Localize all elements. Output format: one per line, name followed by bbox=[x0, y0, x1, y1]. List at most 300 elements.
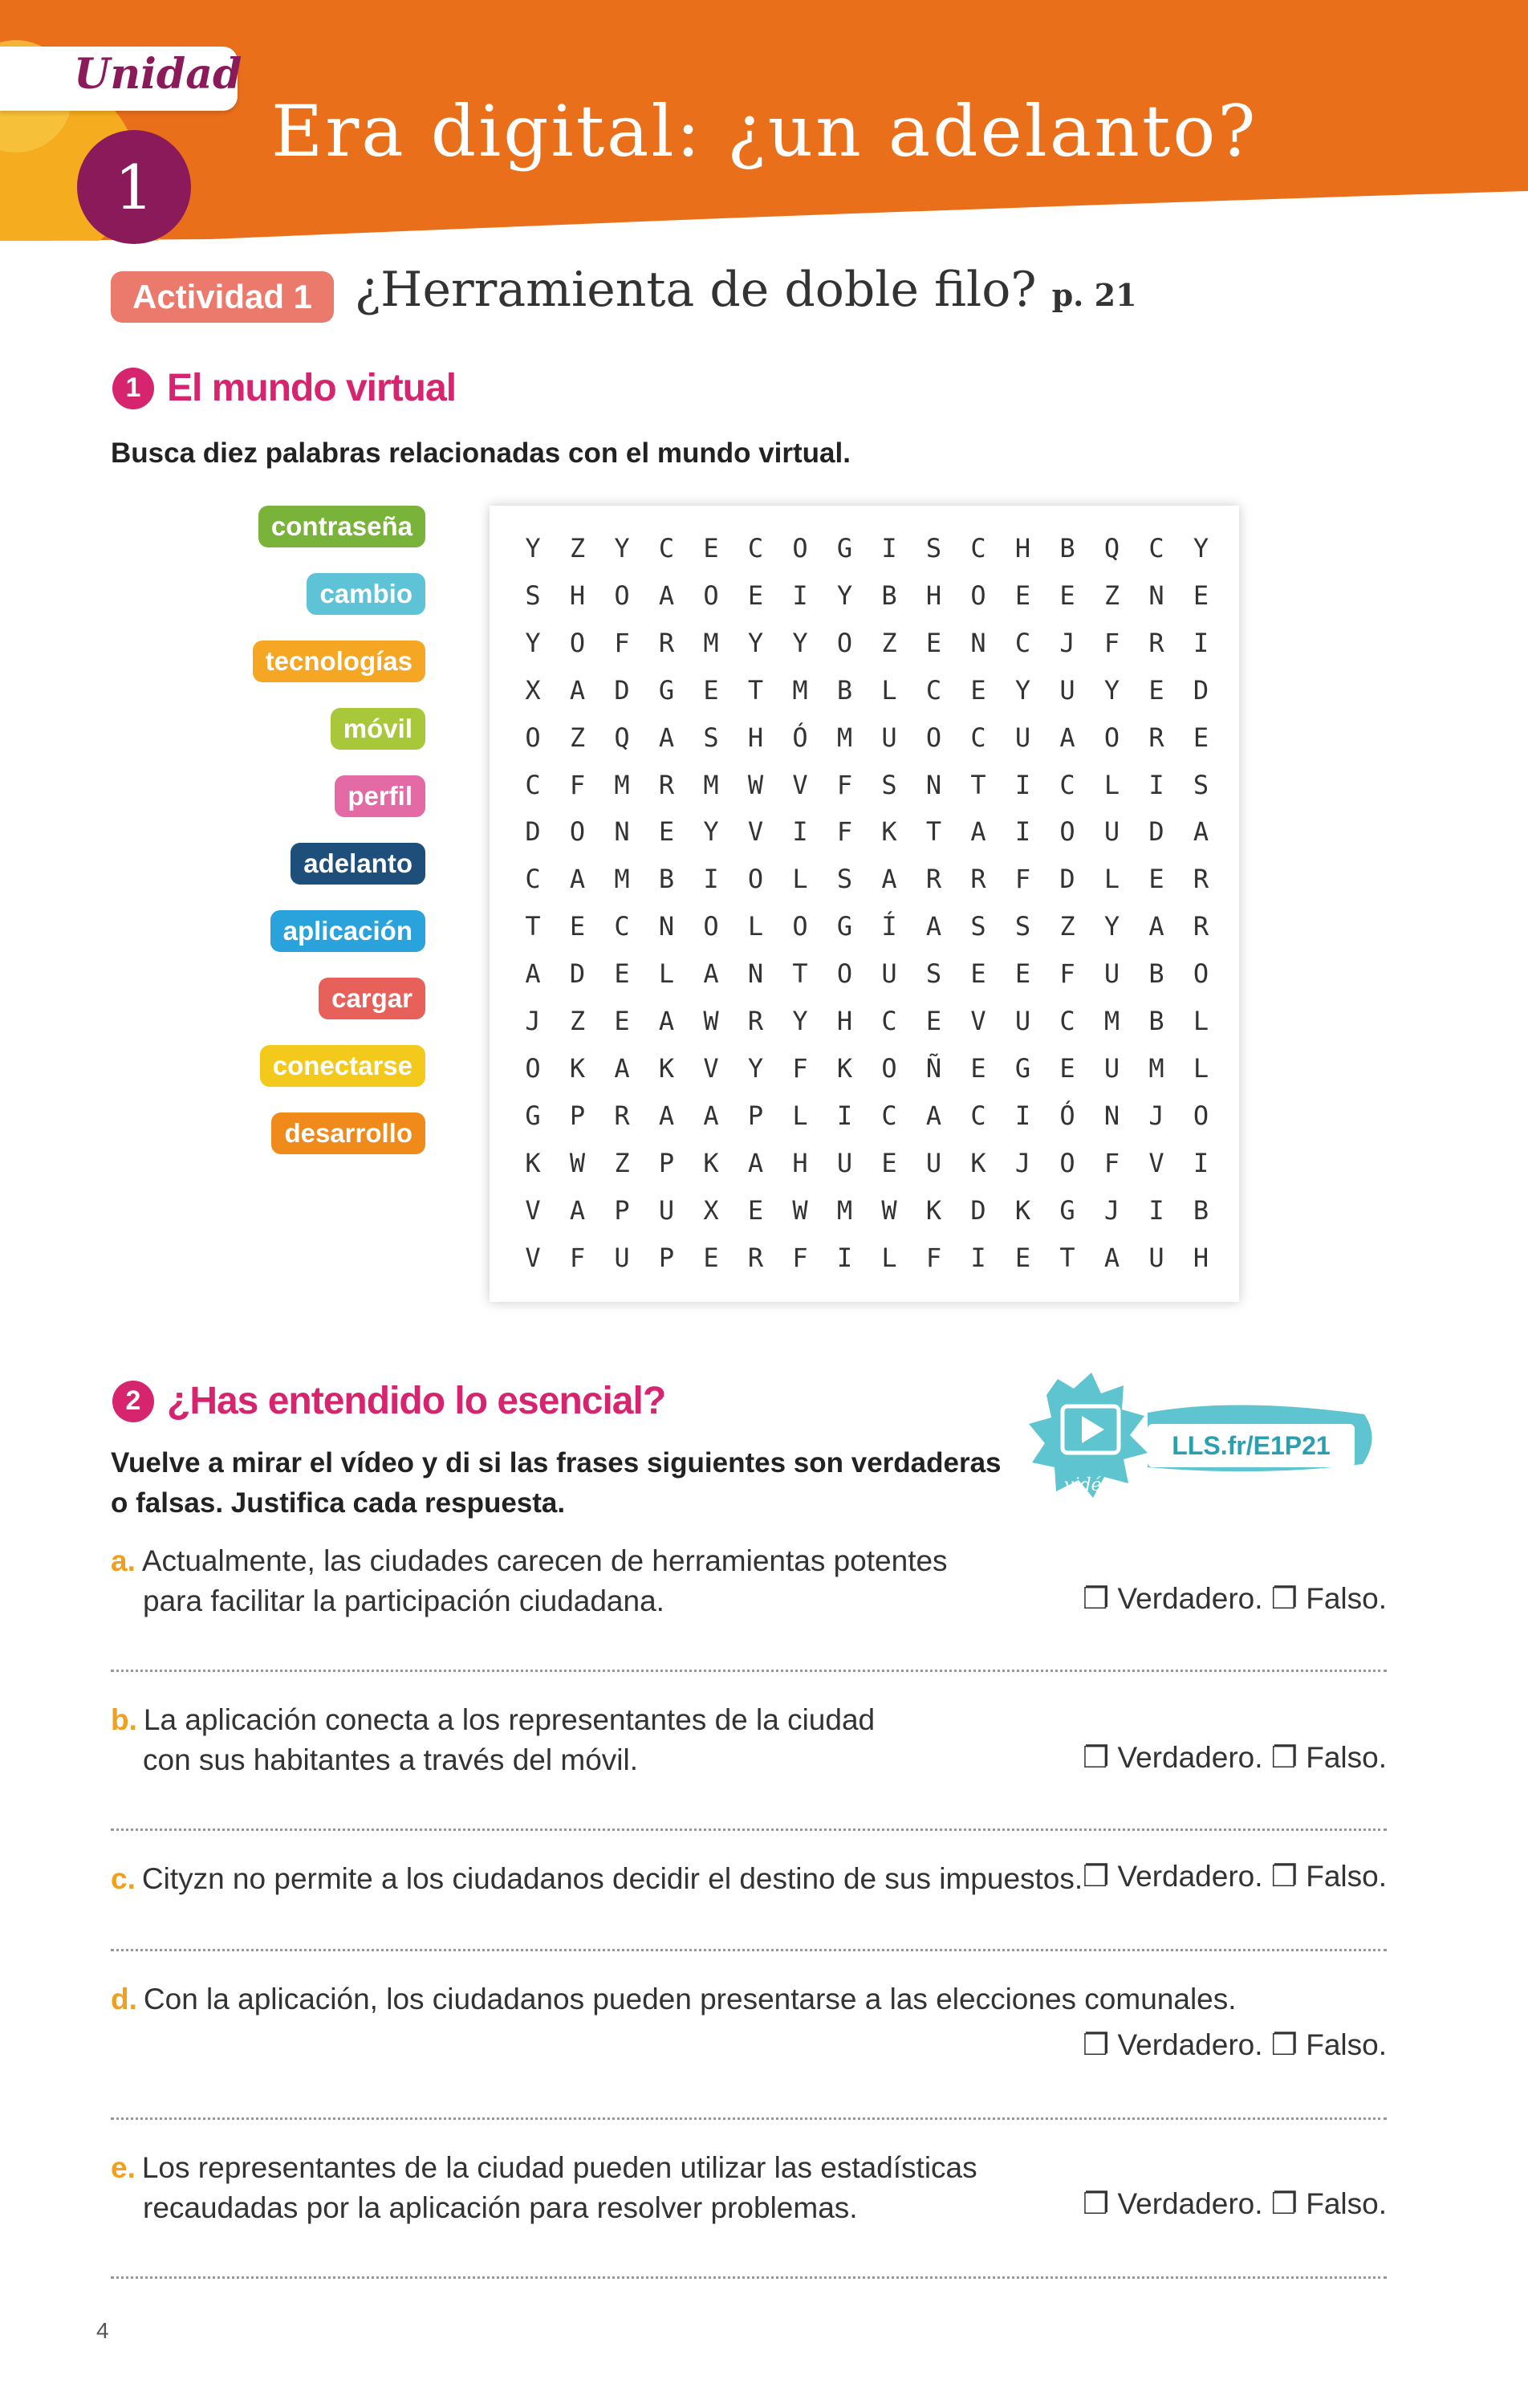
grid-letter[interactable]: E bbox=[1014, 958, 1031, 990]
grid-letter[interactable]: E bbox=[747, 580, 764, 611]
question-text-cont: recaudadas por la aplicación para resolver problemas. bbox=[143, 2191, 858, 2224]
grid-letter[interactable]: R bbox=[658, 769, 675, 800]
grid-letter[interactable]: U bbox=[836, 1147, 853, 1178]
grid-letter[interactable]: N bbox=[614, 816, 630, 848]
grid-letter[interactable]: I bbox=[792, 816, 808, 848]
grid-letter[interactable]: C bbox=[747, 533, 764, 563]
grid-letter[interactable]: O bbox=[703, 911, 719, 942]
question-text: La aplicación conecta a los representantes de la ciudad bbox=[143, 1703, 876, 1736]
grid-letter[interactable]: G bbox=[1014, 1052, 1031, 1084]
grid-letter[interactable]: Ó bbox=[792, 722, 808, 753]
grid-letter[interactable]: O bbox=[703, 580, 719, 611]
grid-letter[interactable]: Y bbox=[792, 1006, 808, 1036]
grid-letter[interactable]: I bbox=[1014, 816, 1031, 848]
grid-letter[interactable]: C bbox=[970, 1100, 986, 1131]
grid-letter[interactable]: H bbox=[925, 580, 942, 611]
grid-row bbox=[490, 1235, 1239, 1281]
grid-letter[interactable]: A bbox=[658, 722, 675, 753]
grid-letter[interactable]: T bbox=[525, 911, 541, 942]
grid-letter[interactable]: G bbox=[658, 674, 675, 706]
grid-letter[interactable]: M bbox=[703, 627, 719, 658]
grid-letter[interactable]: O bbox=[1193, 958, 1209, 990]
grid-letter[interactable]: L bbox=[1193, 1006, 1209, 1036]
grid-letter[interactable]: E bbox=[1193, 722, 1209, 753]
grid-letter[interactable]: E bbox=[703, 674, 719, 706]
grid-letter[interactable]: A bbox=[569, 864, 586, 895]
grid-letter[interactable]: A bbox=[658, 1100, 675, 1131]
grid-letter[interactable]: I bbox=[1148, 769, 1164, 800]
activity-badge: Actividad 1 bbox=[111, 271, 334, 323]
grid-letter[interactable]: F bbox=[1103, 1147, 1120, 1178]
grid-letter[interactable]: X bbox=[703, 1194, 719, 1226]
question-text-cont: con sus habitantes a través del móvil. bbox=[143, 1743, 638, 1776]
grid-letter[interactable]: G bbox=[836, 911, 853, 942]
answer-line[interactable] bbox=[111, 1949, 1387, 1951]
grid-letter[interactable]: E bbox=[970, 674, 986, 706]
grid-letter[interactable]: R bbox=[658, 627, 675, 658]
grid-row bbox=[490, 903, 1239, 950]
grid-letter[interactable]: K bbox=[970, 1147, 986, 1178]
grid-letter[interactable]: C bbox=[1059, 769, 1075, 800]
grid-letter[interactable]: K bbox=[836, 1052, 853, 1084]
grid-letter[interactable]: O bbox=[525, 722, 541, 753]
true-false-options-b[interactable]: ❐ Verdadero. ❐ Falso. bbox=[1083, 1741, 1387, 1774]
grid-letter[interactable]: N bbox=[925, 769, 942, 800]
grid-letter[interactable]: B bbox=[1193, 1194, 1209, 1226]
grid-letter[interactable]: T bbox=[792, 958, 808, 990]
true-false-options-c[interactable]: ❐ Verdadero. ❐ Falso. bbox=[1083, 1860, 1387, 1893]
grid-letter[interactable]: B bbox=[836, 674, 853, 706]
grid-letter[interactable]: N bbox=[970, 627, 986, 658]
section2-number: 2 bbox=[112, 1381, 154, 1422]
grid-letter[interactable]: M bbox=[836, 722, 853, 753]
grid-letter[interactable]: T bbox=[1059, 1242, 1075, 1273]
grid-letter[interactable]: H bbox=[836, 1006, 853, 1036]
activity-title-text: ¿Herramienta de doble filo? bbox=[355, 262, 1037, 318]
grid-letter[interactable]: Q bbox=[1103, 533, 1120, 563]
grid-letter[interactable]: E bbox=[970, 1052, 986, 1084]
grid-letter[interactable]: R bbox=[925, 864, 942, 895]
grid-letter[interactable]: O bbox=[836, 958, 853, 990]
grid-letter[interactable]: I bbox=[970, 1242, 986, 1273]
grid-letter[interactable]: U bbox=[925, 1147, 942, 1178]
question-letter: c. bbox=[111, 1862, 136, 1895]
grid-letter[interactable]: H bbox=[792, 1147, 808, 1178]
grid-letter[interactable]: R bbox=[970, 864, 986, 895]
grid-letter[interactable]: O bbox=[925, 722, 942, 753]
grid-letter[interactable]: C bbox=[658, 533, 675, 563]
grid-row bbox=[490, 667, 1239, 714]
grid-letter[interactable]: S bbox=[525, 580, 541, 611]
grid-letter[interactable]: S bbox=[1193, 769, 1209, 800]
grid-letter[interactable]: E bbox=[1059, 580, 1075, 611]
grid-letter[interactable]: M bbox=[614, 864, 630, 895]
grid-letter[interactable]: V bbox=[525, 1194, 541, 1226]
grid-letter[interactable]: E bbox=[1148, 674, 1164, 706]
grid-letter[interactable]: O bbox=[1059, 816, 1075, 848]
grid-letter[interactable]: L bbox=[792, 864, 808, 895]
grid-letter[interactable]: V bbox=[1148, 1147, 1164, 1178]
grid-letter[interactable]: M bbox=[836, 1194, 853, 1226]
grid-letter[interactable]: U bbox=[1014, 722, 1031, 753]
grid-letter[interactable]: O bbox=[970, 580, 986, 611]
grid-letter[interactable]: V bbox=[747, 816, 764, 848]
grid-letter[interactable]: L bbox=[1103, 769, 1120, 800]
true-false-options-d[interactable]: ❐ Verdadero. ❐ Falso. bbox=[1083, 2028, 1387, 2061]
grid-letter[interactable]: C bbox=[614, 911, 630, 942]
word-tag: aplicación bbox=[270, 910, 425, 952]
section1-title: El mundo virtual bbox=[167, 367, 457, 409]
word-tag: cambio bbox=[307, 573, 425, 615]
grid-letter[interactable]: Y bbox=[1193, 533, 1209, 563]
grid-letter[interactable]: F bbox=[569, 1242, 586, 1273]
grid-letter[interactable]: B bbox=[881, 580, 897, 611]
grid-letter[interactable]: J bbox=[1148, 1100, 1164, 1131]
grid-letter[interactable]: O bbox=[881, 1052, 897, 1084]
grid-letter[interactable]: N bbox=[747, 958, 764, 990]
grid-letter[interactable]: R bbox=[747, 1242, 764, 1273]
section2-heading bbox=[112, 1379, 665, 1423]
grid-letter[interactable]: O bbox=[747, 864, 764, 895]
grid-letter[interactable]: E bbox=[970, 958, 986, 990]
grid-row bbox=[490, 998, 1239, 1044]
grid-letter[interactable]: K bbox=[925, 1194, 942, 1226]
grid-letter[interactable]: S bbox=[925, 533, 942, 563]
grid-letter[interactable]: Z bbox=[1103, 580, 1120, 611]
grid-letter[interactable]: F bbox=[1103, 627, 1120, 658]
grid-letter[interactable]: C bbox=[925, 674, 942, 706]
grid-letter[interactable]: U bbox=[881, 958, 897, 990]
grid-letter[interactable]: I bbox=[1193, 627, 1209, 658]
grid-letter[interactable]: E bbox=[658, 816, 675, 848]
grid-letter[interactable]: K bbox=[1014, 1194, 1031, 1226]
grid-letter[interactable]: E bbox=[1014, 1242, 1031, 1273]
grid-letter[interactable]: D bbox=[614, 674, 630, 706]
grid-row bbox=[490, 808, 1239, 855]
grid-letter[interactable]: L bbox=[881, 674, 897, 706]
grid-letter[interactable]: K bbox=[525, 1147, 541, 1178]
grid-letter[interactable]: F bbox=[836, 816, 853, 848]
grid-letter[interactable]: F bbox=[569, 769, 586, 800]
grid-letter[interactable]: O bbox=[1193, 1100, 1209, 1131]
grid-letter[interactable]: A bbox=[569, 1194, 586, 1226]
grid-letter[interactable]: E bbox=[569, 911, 586, 942]
grid-letter[interactable]: C bbox=[970, 722, 986, 753]
grid-letter[interactable]: Ñ bbox=[925, 1052, 942, 1084]
true-false-options-a[interactable]: ❐ Verdadero. ❐ Falso. bbox=[1083, 1582, 1387, 1615]
grid-letter[interactable]: J bbox=[525, 1006, 541, 1036]
grid-letter[interactable]: U bbox=[1103, 816, 1120, 848]
grid-letter[interactable]: P bbox=[747, 1100, 764, 1131]
grid-letter[interactable]: M bbox=[1148, 1052, 1164, 1084]
grid-letter[interactable]: V bbox=[525, 1242, 541, 1273]
grid-letter[interactable]: A bbox=[569, 674, 586, 706]
grid-letter[interactable]: W bbox=[569, 1147, 586, 1178]
grid-letter[interactable]: J bbox=[1014, 1147, 1031, 1178]
grid-letter[interactable]: E bbox=[1059, 1052, 1075, 1084]
grid-letter[interactable]: F bbox=[836, 769, 853, 800]
grid-letter[interactable]: S bbox=[881, 769, 897, 800]
grid-letter[interactable]: E bbox=[925, 1006, 942, 1036]
grid-letter[interactable]: F bbox=[792, 1242, 808, 1273]
grid-letter[interactable]: I bbox=[881, 533, 897, 563]
grid-letter[interactable]: W bbox=[881, 1194, 897, 1226]
question-text: Actualmente, las ciudades carecen de herramientas potentes bbox=[141, 1544, 948, 1577]
grid-letter[interactable]: Z bbox=[569, 722, 586, 753]
grid-letter[interactable]: A bbox=[925, 1100, 942, 1131]
grid-letter[interactable]: D bbox=[1059, 864, 1075, 895]
grid-letter[interactable]: I bbox=[792, 580, 808, 611]
grid-letter[interactable]: Y bbox=[703, 816, 719, 848]
grid-letter[interactable]: G bbox=[525, 1100, 541, 1131]
grid-letter[interactable]: U bbox=[1014, 1006, 1031, 1036]
grid-letter[interactable]: I bbox=[836, 1100, 853, 1131]
video-url[interactable]: LLS.fr/E1P21 bbox=[1148, 1424, 1355, 1467]
grid-letter[interactable]: U bbox=[1103, 1052, 1120, 1084]
grid-letter[interactable]: D bbox=[569, 958, 586, 990]
section1-instruction: Busca diez palabras relacionadas con el mundo virtual. bbox=[111, 437, 851, 469]
grid-letter[interactable]: P bbox=[569, 1100, 586, 1131]
question-letter: b. bbox=[111, 1703, 137, 1736]
grid-letter[interactable]: L bbox=[1103, 864, 1120, 895]
grid-letter[interactable]: W bbox=[792, 1194, 808, 1226]
grid-letter[interactable]: X bbox=[525, 674, 541, 706]
grid-letter[interactable]: K bbox=[703, 1147, 719, 1178]
grid-letter[interactable]: U bbox=[614, 1242, 630, 1273]
grid-letter[interactable]: A bbox=[747, 1147, 764, 1178]
word-list bbox=[241, 506, 425, 1180]
grid-letter[interactable]: E bbox=[1148, 864, 1164, 895]
grid-letter[interactable]: R bbox=[747, 1006, 764, 1036]
grid-letter[interactable]: S bbox=[1014, 911, 1031, 942]
grid-letter[interactable]: M bbox=[1103, 1006, 1120, 1036]
grid-letter[interactable]: M bbox=[703, 769, 719, 800]
grid-letter[interactable]: A bbox=[881, 864, 897, 895]
grid-letter[interactable]: G bbox=[1059, 1194, 1075, 1226]
grid-letter[interactable]: V bbox=[703, 1052, 719, 1084]
grid-letter[interactable]: E bbox=[747, 1194, 764, 1226]
grid-letter[interactable]: B bbox=[1148, 958, 1164, 990]
unit-number-badge: 1 bbox=[77, 130, 191, 244]
grid-letter[interactable]: M bbox=[614, 769, 630, 800]
grid-letter[interactable]: Y bbox=[1103, 674, 1120, 706]
grid-row bbox=[490, 525, 1239, 571]
grid-letter[interactable]: A bbox=[1059, 722, 1075, 753]
grid-letter[interactable]: O bbox=[614, 580, 630, 611]
answer-line[interactable] bbox=[111, 2276, 1387, 2279]
grid-letter[interactable]: E bbox=[703, 1242, 719, 1273]
grid-letter[interactable]: C bbox=[1014, 627, 1031, 658]
grid-letter[interactable]: D bbox=[970, 1194, 986, 1226]
section2-instruction-line1: Vuelve a mirar el vídeo y di si las frases siguientes son verdaderas bbox=[111, 1447, 1002, 1479]
grid-letter[interactable]: D bbox=[525, 816, 541, 848]
word-tag: contraseña bbox=[258, 506, 425, 547]
grid-letter[interactable]: Y bbox=[747, 1052, 764, 1084]
grid-letter[interactable]: F bbox=[614, 627, 630, 658]
video-link-badge[interactable] bbox=[1027, 1365, 1380, 1501]
grid-letter[interactable]: E bbox=[703, 533, 719, 563]
grid-letter[interactable]: Z bbox=[569, 1006, 586, 1036]
grid-letter[interactable]: L bbox=[792, 1100, 808, 1131]
grid-letter[interactable]: K bbox=[881, 816, 897, 848]
grid-letter[interactable]: O bbox=[569, 816, 586, 848]
grid-letter[interactable]: C bbox=[1059, 1006, 1075, 1036]
grid-letter[interactable]: A bbox=[703, 958, 719, 990]
grid-letter[interactable]: A bbox=[1103, 1242, 1120, 1273]
grid-letter[interactable]: N bbox=[658, 911, 675, 942]
grid-letter[interactable]: I bbox=[1014, 1100, 1031, 1131]
grid-letter[interactable]: E bbox=[614, 958, 630, 990]
grid-letter[interactable]: J bbox=[1103, 1194, 1120, 1226]
grid-letter[interactable]: I bbox=[703, 864, 719, 895]
grid-letter[interactable]: N bbox=[1148, 580, 1164, 611]
grid-letter[interactable]: W bbox=[747, 769, 764, 800]
grid-letter[interactable]: A bbox=[703, 1100, 719, 1131]
grid-letter[interactable]: P bbox=[658, 1242, 675, 1273]
grid-letter[interactable]: E bbox=[614, 1006, 630, 1036]
grid-letter[interactable]: F bbox=[925, 1242, 942, 1273]
grid-letter[interactable]: Z bbox=[614, 1147, 630, 1178]
grid-letter[interactable]: Z bbox=[881, 627, 897, 658]
question-d bbox=[111, 1979, 1387, 2020]
grid-letter[interactable]: T bbox=[747, 674, 764, 706]
grid-letter[interactable]: F bbox=[1014, 864, 1031, 895]
grid-letter[interactable]: Y bbox=[525, 627, 541, 658]
grid-letter[interactable]: U bbox=[658, 1194, 675, 1226]
grid-letter[interactable]: T bbox=[970, 769, 986, 800]
grid-letter[interactable]: D bbox=[1148, 816, 1164, 848]
grid-row bbox=[490, 572, 1239, 619]
grid-letter[interactable]: L bbox=[1193, 1052, 1209, 1084]
grid-letter[interactable]: M bbox=[792, 674, 808, 706]
grid-letter[interactable]: L bbox=[747, 911, 764, 942]
answer-line[interactable] bbox=[111, 1670, 1387, 1672]
grid-letter[interactable]: O bbox=[792, 911, 808, 942]
grid-letter[interactable]: C bbox=[1148, 533, 1164, 563]
grid-letter[interactable]: Y bbox=[792, 627, 808, 658]
grid-letter[interactable]: R bbox=[1148, 722, 1164, 753]
grid-letter[interactable]: Q bbox=[614, 722, 630, 753]
grid-letter[interactable]: N bbox=[1103, 1100, 1120, 1131]
grid-letter[interactable]: O bbox=[1059, 1147, 1075, 1178]
grid-letter[interactable]: U bbox=[1059, 674, 1075, 706]
grid-letter[interactable]: K bbox=[658, 1052, 675, 1084]
grid-letter[interactable]: R bbox=[614, 1100, 630, 1131]
grid-letter[interactable]: D bbox=[1193, 674, 1209, 706]
grid-letter[interactable]: H bbox=[1014, 533, 1031, 563]
grid-letter[interactable]: Y bbox=[747, 627, 764, 658]
grid-letter[interactable]: S bbox=[925, 958, 942, 990]
grid-letter[interactable]: P bbox=[614, 1194, 630, 1226]
word-tag: desarrollo bbox=[271, 1112, 425, 1154]
grid-letter[interactable]: A bbox=[614, 1052, 630, 1084]
grid-letter[interactable]: P bbox=[658, 1147, 675, 1178]
grid-letter[interactable]: S bbox=[836, 864, 853, 895]
grid-letter[interactable]: O bbox=[569, 627, 586, 658]
grid-letter[interactable]: Y bbox=[614, 533, 630, 563]
grid-letter[interactable]: R bbox=[1193, 911, 1209, 942]
grid-letter[interactable]: Z bbox=[569, 533, 586, 563]
grid-letter[interactable]: V bbox=[792, 769, 808, 800]
grid-letter[interactable]: T bbox=[925, 816, 942, 848]
grid-letter[interactable]: C bbox=[970, 533, 986, 563]
grid-letter[interactable]: B bbox=[658, 864, 675, 895]
grid-letter[interactable]: Y bbox=[1103, 911, 1120, 942]
grid-letter[interactable]: F bbox=[792, 1052, 808, 1084]
grid-letter[interactable]: C bbox=[881, 1100, 897, 1131]
grid-letter[interactable]: I bbox=[1148, 1194, 1164, 1226]
grid-row bbox=[490, 856, 1239, 902]
grid-letter[interactable]: H bbox=[747, 722, 764, 753]
grid-letter[interactable]: C bbox=[525, 769, 541, 800]
grid-letter[interactable]: R bbox=[1193, 864, 1209, 895]
grid-letter[interactable]: B bbox=[1148, 1006, 1164, 1036]
grid-letter[interactable]: O bbox=[836, 627, 853, 658]
grid-letter[interactable]: O bbox=[525, 1052, 541, 1084]
grid-letter[interactable]: J bbox=[1059, 627, 1075, 658]
grid-letter[interactable]: A bbox=[970, 816, 986, 848]
grid-letter[interactable]: A bbox=[925, 911, 942, 942]
grid-letter[interactable]: I bbox=[1014, 769, 1031, 800]
grid-row bbox=[490, 1092, 1239, 1139]
grid-letter[interactable]: O bbox=[792, 533, 808, 563]
grid-letter[interactable]: Y bbox=[525, 533, 541, 563]
grid-letter[interactable]: H bbox=[569, 580, 586, 611]
grid-letter[interactable]: W bbox=[703, 1006, 719, 1036]
grid-letter[interactable]: Y bbox=[1014, 674, 1031, 706]
grid-letter[interactable]: E bbox=[881, 1147, 897, 1178]
grid-letter[interactable]: E bbox=[1193, 580, 1209, 611]
grid-letter[interactable]: S bbox=[970, 911, 986, 942]
true-false-options-e[interactable]: ❐ Verdadero. ❐ Falso. bbox=[1083, 2187, 1387, 2220]
grid-letter[interactable]: O bbox=[1103, 722, 1120, 753]
grid-letter[interactable]: E bbox=[925, 627, 942, 658]
grid-letter[interactable]: R bbox=[1148, 627, 1164, 658]
grid-letter[interactable]: A bbox=[1148, 911, 1164, 942]
grid-letter[interactable]: L bbox=[658, 958, 675, 990]
grid-letter[interactable]: K bbox=[569, 1052, 586, 1084]
section1-number: 1 bbox=[112, 368, 154, 409]
question-text: Cityzn no permite a los ciudadanos decidir el destino de sus impuestos. bbox=[141, 1862, 1083, 1895]
grid-letter[interactable]: C bbox=[881, 1006, 897, 1036]
grid-letter[interactable]: H bbox=[1193, 1242, 1209, 1273]
grid-letter[interactable]: F bbox=[1059, 958, 1075, 990]
answer-line[interactable] bbox=[111, 2117, 1387, 2120]
grid-letter[interactable]: L bbox=[881, 1242, 897, 1273]
grid-letter[interactable]: G bbox=[836, 533, 853, 563]
grid-letter[interactable]: U bbox=[1148, 1242, 1164, 1273]
grid-letter[interactable]: Y bbox=[836, 580, 853, 611]
grid-letter[interactable]: Ó bbox=[1059, 1100, 1075, 1131]
grid-letter[interactable]: Z bbox=[1059, 911, 1075, 942]
grid-letter[interactable]: U bbox=[1103, 958, 1120, 990]
grid-letter[interactable]: C bbox=[525, 864, 541, 895]
grid-letter[interactable]: A bbox=[658, 1006, 675, 1036]
grid-letter[interactable]: I bbox=[1193, 1147, 1209, 1178]
answer-line[interactable] bbox=[111, 1828, 1387, 1831]
grid-letter[interactable]: S bbox=[703, 722, 719, 753]
grid-letter[interactable]: A bbox=[525, 958, 541, 990]
grid-letter[interactable]: B bbox=[1059, 533, 1075, 563]
grid-letter[interactable]: U bbox=[881, 722, 897, 753]
grid-letter[interactable]: A bbox=[1193, 816, 1209, 848]
grid-letter[interactable]: Í bbox=[881, 911, 897, 942]
grid-letter[interactable]: A bbox=[658, 580, 675, 611]
grid-letter[interactable]: V bbox=[970, 1006, 986, 1036]
grid-letter[interactable]: E bbox=[1014, 580, 1031, 611]
grid-letter[interactable]: I bbox=[836, 1242, 853, 1273]
grid-row bbox=[490, 950, 1239, 997]
